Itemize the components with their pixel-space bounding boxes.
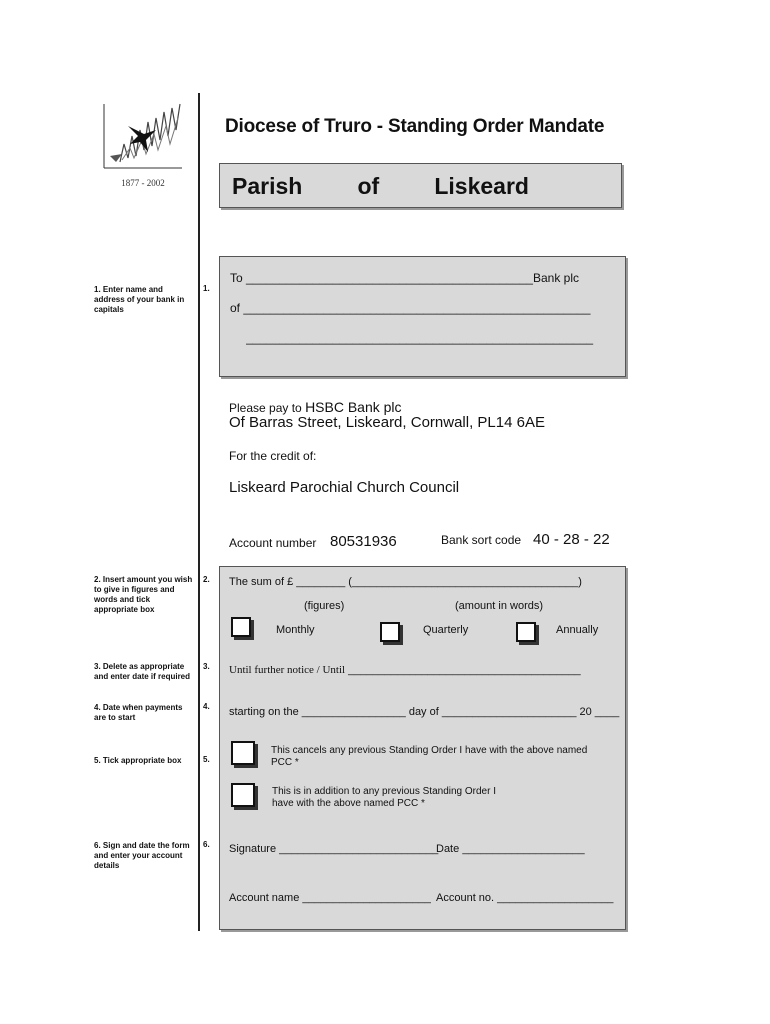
- additional-order-checkbox[interactable]: [231, 783, 255, 807]
- instruction-1: 1. Enter name and address of your bank in capitals: [94, 285, 185, 314]
- instruction-5: 5. Tick appropriate box: [94, 756, 182, 765]
- sort-code-label: Bank sort code: [441, 533, 522, 547]
- step-number-4: 4.: [203, 702, 210, 711]
- account-name-label: Account name: [229, 892, 300, 904]
- margin-rule: [198, 93, 200, 931]
- years-caption: 1877 - 2002: [121, 178, 165, 188]
- figures-label: (figures): [304, 600, 345, 612]
- signature-row: [229, 843, 438, 855]
- until-label: Until further notice / Until: [229, 664, 346, 676]
- parish-banner: [219, 163, 622, 208]
- step-number-2: 2.: [203, 575, 210, 584]
- bank-address-box: [219, 256, 626, 377]
- until-date-field[interactable]: ______________________________________: [348, 664, 581, 676]
- cancel-previous-label: This cancels any previous Standing Order I have with the above named PCC *: [271, 745, 588, 768]
- step-number-3: 3.: [203, 662, 210, 671]
- signature-field[interactable]: __________________________: [279, 843, 439, 855]
- date-label: Date: [436, 843, 460, 855]
- instruction-2: 2. Insert amount you wish to give in figures and words and tick appropriate box: [94, 575, 193, 614]
- bank-of-field[interactable]: of ____________________________________________________: [230, 301, 591, 315]
- signature-label: Signature: [229, 843, 277, 855]
- parish-name: Parish of Liskeard: [232, 173, 529, 199]
- account-no-field[interactable]: ___________________: [497, 892, 614, 904]
- annually-checkbox[interactable]: [516, 622, 536, 642]
- quarterly-label: Quarterly: [423, 624, 469, 636]
- bank-address-line[interactable]: ____________________________________________________: [246, 331, 594, 345]
- sum-field[interactable]: The sum of £ ________ (_____________________________________): [229, 576, 582, 588]
- please-pay-line: [229, 399, 402, 415]
- account-name-row: [229, 892, 431, 904]
- step-number-1: 1.: [203, 284, 210, 293]
- please-pay-prefix: Please pay to: [229, 401, 302, 415]
- monthly-checkbox[interactable]: [231, 617, 251, 637]
- account-name-field[interactable]: _____________________: [302, 892, 431, 904]
- annually-label: Annually: [556, 624, 599, 636]
- credit-label: For the credit of:: [229, 449, 317, 463]
- date-row: [436, 843, 585, 855]
- instruction-3: 3. Delete as appropriate and enter date if required: [94, 662, 191, 681]
- step-number-6: 6.: [203, 840, 210, 849]
- instruction-4: 4. Date when payments are to start: [94, 703, 183, 722]
- account-holder: Liskeard Parochial Church Council: [229, 479, 460, 496]
- cancel-previous-checkbox[interactable]: [231, 741, 255, 765]
- account-number-value: 80531936: [330, 533, 397, 550]
- until-line: [229, 664, 581, 676]
- quarterly-checkbox[interactable]: [380, 622, 400, 642]
- step-number-5: 5.: [203, 755, 210, 764]
- start-date-field[interactable]: starting on the _________________ day of ______________________ 20 ____: [229, 706, 620, 718]
- payee-address: Of Barras Street, Liskeard, Cornwall, PL14 6AE: [229, 414, 545, 431]
- additional-order-label: This is in addition to any previous Standing Order I have with the above named PCC *: [272, 786, 497, 809]
- diocese-bird-logo-icon: [100, 100, 186, 172]
- account-number-label: Account number: [229, 536, 317, 550]
- page-title: Diocese of Truro - Standing Order Mandate: [225, 116, 605, 137]
- account-no-label: Account no.: [436, 892, 495, 904]
- payee-bank-name: HSBC Bank plc: [305, 399, 402, 415]
- date-field[interactable]: ____________________: [462, 843, 585, 855]
- monthly-label: Monthly: [276, 624, 315, 636]
- bank-to-field[interactable]: To ___________________________________________Bank plc: [230, 271, 580, 285]
- instruction-6: 6. Sign and date the form and enter your account details: [94, 841, 190, 870]
- words-label: (amount in words): [455, 600, 544, 612]
- account-no-row: [436, 892, 613, 904]
- sort-code-value: 40 - 28 - 22: [533, 531, 610, 548]
